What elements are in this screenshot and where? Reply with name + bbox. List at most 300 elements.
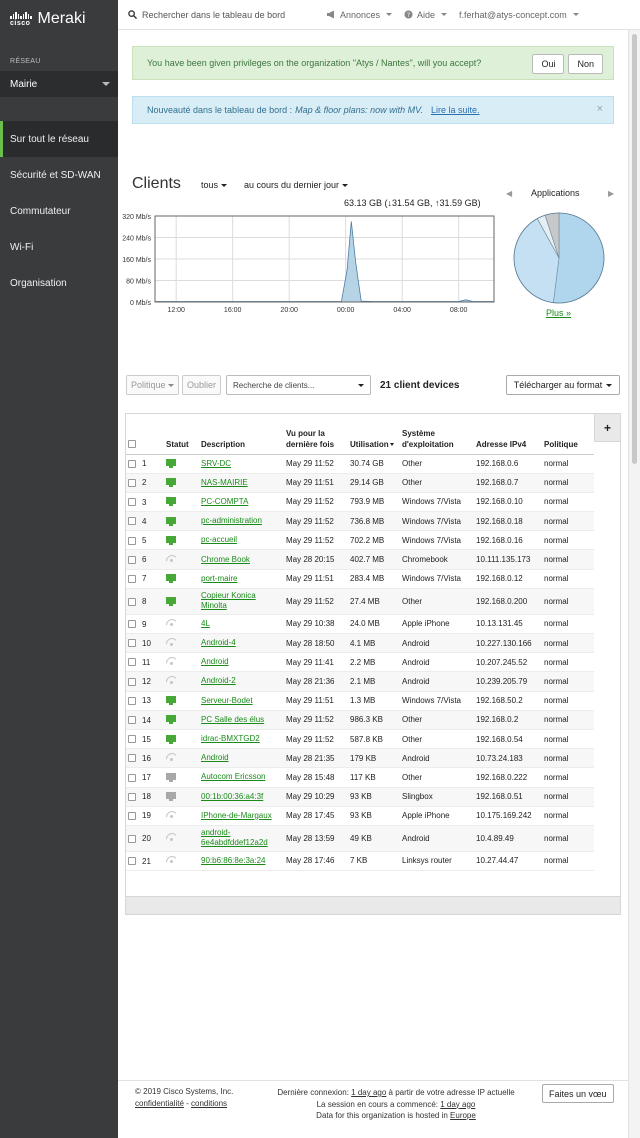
row-select-cell [126, 569, 164, 588]
privacy-link[interactable]: confidentialité [135, 1099, 184, 1108]
row-number: 18 [142, 792, 151, 802]
last-seen-cell: May 29 11:52 [284, 729, 348, 748]
client-link[interactable]: Chrome Book [201, 554, 250, 564]
x-tick-label: 16:00 [223, 307, 242, 314]
clients-table [125, 413, 621, 915]
description-cell [199, 710, 284, 729]
table-row[interactable] [126, 729, 594, 748]
usage-cell: 49 KB [348, 825, 400, 851]
svg-text:?: ? [406, 12, 411, 19]
table-row[interactable] [126, 672, 594, 691]
row-checkbox[interactable] [128, 460, 136, 468]
header-usage[interactable] [348, 414, 400, 454]
last-seen-cell: May 29 11:52 [284, 588, 348, 614]
decline-button[interactable]: Non [568, 54, 603, 74]
table-row[interactable] [126, 851, 594, 870]
row-checkbox[interactable] [128, 498, 136, 506]
os-cell: Apple iPhone [400, 614, 474, 633]
legal-separator: - [183, 1099, 192, 1108]
row-checkbox[interactable] [128, 598, 136, 606]
table-row[interactable] [126, 588, 594, 614]
status-cell [164, 550, 199, 569]
last-seen-cell: May 29 11:51 [284, 691, 348, 710]
policy-cell: normal [542, 787, 594, 806]
row-select-cell [126, 729, 164, 748]
announcements-label: Annonces [340, 9, 381, 20]
wired-online-status-icon [166, 517, 176, 524]
client-link[interactable]: Autocom Ericsson [201, 772, 266, 782]
sidebar-item-switch[interactable]: Commutateur [10, 205, 71, 217]
table-footer [126, 896, 620, 914]
row-checkbox[interactable] [128, 716, 136, 724]
ipv4-cell: 10.27.44.47 [474, 851, 542, 870]
privileges-text: You have been given privileges on the organization "Atys / Nantes", will you accept? [147, 58, 482, 68]
header-ipv4[interactable]: Adresse IPv4 [474, 414, 542, 454]
ipv4-cell: 10.175.169.242 [474, 806, 542, 825]
y-tick-label: 160 Mb/s [122, 257, 151, 264]
page-footer [118, 1080, 628, 1138]
table-row[interactable] [126, 710, 594, 729]
row-select-cell [126, 588, 164, 614]
status-cell [164, 825, 199, 851]
row-select-cell [126, 492, 164, 511]
apps-prev-arrow[interactable]: ◀ [506, 189, 513, 198]
header-policy[interactable]: Politique [542, 414, 594, 454]
ipv4-cell: 192.168.0.51 [474, 787, 542, 806]
status-cell [164, 531, 199, 550]
row-checkbox[interactable] [128, 678, 136, 686]
network-label: RÉSEAU [10, 58, 41, 65]
description-cell [199, 825, 284, 851]
policy-cell: normal [542, 749, 594, 768]
status-cell [164, 710, 199, 729]
policy-cell: normal [542, 710, 594, 729]
client-link[interactable]: port-maire [201, 573, 238, 583]
help-menu[interactable] [404, 10, 447, 20]
sidebar-item-security-sdwan[interactable]: Sécurité et SD-WAN [10, 169, 101, 181]
client-link[interactable]: idrac-BMXTGD2 [201, 734, 260, 744]
wired-online-status-icon [166, 597, 176, 604]
ipv4-cell: 192.168.50.2 [474, 691, 542, 710]
table-row[interactable] [126, 653, 594, 672]
os-cell: Android [400, 653, 474, 672]
wireless-status-icon [166, 676, 176, 684]
header-usage-label: Utilisation [350, 439, 389, 449]
description-cell [199, 672, 284, 691]
close-icon[interactable]: × [596, 103, 603, 115]
last-seen-cell: May 29 11:52 [284, 710, 348, 729]
row-checkbox[interactable] [128, 812, 136, 820]
description-cell [199, 531, 284, 550]
client-scope-value: tous [201, 180, 219, 190]
row-number: 10 [142, 638, 151, 648]
description-cell [199, 473, 284, 492]
row-checkbox[interactable] [128, 857, 136, 865]
policy-cell: normal [542, 550, 594, 569]
megaphone-icon [326, 10, 336, 19]
row-checkbox[interactable] [128, 517, 136, 525]
clients-usage-chart [118, 210, 502, 352]
more-apps-link[interactable]: Plus » [546, 308, 572, 318]
last-seen-cell: May 28 21:36 [284, 672, 348, 691]
client-search-placeholder: Recherche de clients... [233, 380, 315, 390]
row-checkbox[interactable] [128, 835, 136, 843]
status-cell [164, 653, 199, 672]
download-button[interactable] [506, 375, 620, 395]
row-checkbox[interactable] [128, 639, 136, 647]
client-count: 21 client devices [380, 380, 460, 391]
policy-cell: normal [542, 634, 594, 653]
row-number: 20 [142, 834, 151, 844]
brand-logo[interactable] [0, 0, 118, 38]
row-number: 12 [142, 677, 151, 687]
client-link[interactable]: pc-administration [201, 516, 262, 526]
read-more-link[interactable]: Lire la suite. [431, 105, 480, 115]
usage-cell: 283.4 MB [348, 569, 400, 588]
chevron-down-icon [168, 384, 174, 387]
usage-cell: 4.1 MB [348, 634, 400, 653]
table-row[interactable] [126, 691, 594, 710]
ipv4-cell: 192.168.0.16 [474, 531, 542, 550]
usage-cell: 179 KB [348, 749, 400, 768]
policy-cell: normal [542, 473, 594, 492]
table-row[interactable] [126, 787, 594, 806]
ipv4-cell: 192.168.0.2 [474, 710, 542, 729]
sidebar [0, 0, 118, 1138]
client-link[interactable]: Copieur Konica Minolta [201, 591, 256, 611]
wireless-status-icon [166, 856, 176, 864]
row-select-cell [126, 653, 164, 672]
table-row[interactable] [126, 531, 594, 550]
client-link[interactable]: SRV-DC [201, 458, 232, 468]
policy-cell: normal [542, 531, 594, 550]
row-number: 14 [142, 715, 151, 725]
row-checkbox[interactable] [128, 793, 136, 801]
description-cell [199, 492, 284, 511]
time-range-filter[interactable] [244, 180, 348, 190]
status-cell [164, 729, 199, 748]
applications-pie-chart[interactable] [512, 211, 606, 305]
make-a-wish-button[interactable]: Faites un vœu [542, 1084, 614, 1103]
client-link[interactable]: PC-COMPTA [201, 496, 249, 506]
row-number: 13 [142, 696, 151, 706]
description-cell [199, 787, 284, 806]
os-cell: Android [400, 634, 474, 653]
usage-cell: 27.4 MB [348, 588, 400, 614]
x-tick-label: 04:00 [393, 307, 411, 314]
help-label: Aide [417, 9, 436, 20]
chevron-down-icon [342, 184, 348, 187]
sidebar-nav [0, 121, 118, 301]
last-seen-cell: May 28 21:35 [284, 749, 348, 768]
wired-offline-status-icon [166, 773, 176, 780]
wireless-status-icon [166, 657, 176, 665]
description-cell [199, 653, 284, 672]
row-number: 15 [142, 734, 151, 744]
applications-title: Applications [531, 188, 580, 198]
row-select-cell [126, 710, 164, 729]
ipv4-cell: 10.239.205.79 [474, 672, 542, 691]
news-highlight: Map & floor plans: now with MV. [295, 105, 423, 115]
last-login-link[interactable]: 1 day ago [351, 1088, 387, 1097]
usage-cell: 702.2 MB [348, 531, 400, 550]
client-link[interactable]: android-6e4abdfddef12a2d [201, 828, 268, 848]
wired-online-status-icon [166, 497, 176, 504]
usage-cell: 986.3 KB [348, 710, 400, 729]
row-checkbox[interactable] [128, 620, 136, 628]
row-select-cell [126, 851, 164, 870]
dashboard-search[interactable] [118, 10, 314, 20]
usage-cell: 793.9 MB [348, 492, 400, 511]
row-select-cell [126, 512, 164, 531]
apps-next-arrow[interactable]: ▶ [608, 189, 615, 198]
os-cell: Windows 7/Vista [400, 531, 474, 550]
os-cell: Slingbox [400, 787, 474, 806]
network-name: Mairie [10, 78, 38, 90]
client-link[interactable]: 90:b6:86:8e:3a:24 [201, 855, 266, 865]
client-link[interactable]: 00:1b:00:36:a4:3f [201, 791, 264, 801]
row-select-cell [126, 634, 164, 653]
table-header-row [126, 414, 594, 454]
description-cell [199, 749, 284, 768]
last-seen-cell: May 28 17:45 [284, 806, 348, 825]
usage-cell: 736.8 MB [348, 512, 400, 531]
row-checkbox[interactable] [128, 658, 136, 666]
row-number: 17 [142, 773, 151, 783]
y-tick-label: 240 Mb/s [122, 235, 151, 243]
table-row[interactable] [126, 550, 594, 569]
description-cell [199, 634, 284, 653]
client-link[interactable]: Serveur-Bodet [201, 695, 253, 705]
wired-online-status-icon [166, 715, 176, 722]
row-select-cell [126, 672, 164, 691]
last-seen-cell: May 28 13:59 [284, 825, 348, 851]
user-menu[interactable] [459, 10, 579, 20]
os-cell: Other [400, 768, 474, 787]
select-all-header [126, 414, 164, 454]
usage-cell: 29.14 GB [348, 473, 400, 492]
table-row[interactable] [126, 806, 594, 825]
description-cell [199, 851, 284, 870]
status-cell [164, 512, 199, 531]
table-row[interactable] [126, 768, 594, 787]
ipv4-cell: 10.227.130.166 [474, 634, 542, 653]
status-cell [164, 672, 199, 691]
table-row[interactable] [126, 825, 594, 851]
download-label: Télécharger au format [513, 380, 603, 390]
os-cell: Linksys router [400, 851, 474, 870]
usage-cell: 2.2 MB [348, 653, 400, 672]
last-seen-cell: May 28 18:50 [284, 634, 348, 653]
header-description[interactable]: Description [199, 414, 284, 454]
client-link[interactable]: pc-accueil [201, 535, 238, 545]
chevron-down-icon [102, 82, 110, 86]
row-checkbox[interactable] [128, 697, 136, 705]
cisco-logo [10, 12, 32, 27]
policy-cell: normal [542, 588, 594, 614]
last-seen-cell: May 28 20:15 [284, 550, 348, 569]
policy-button[interactable] [126, 375, 179, 395]
time-range-value: au cours du dernier jour [244, 180, 340, 190]
accept-button[interactable]: Oui [532, 54, 564, 74]
ipv4-cell: 192.168.0.200 [474, 588, 542, 614]
os-cell: Other [400, 588, 474, 614]
hosted-region-link[interactable]: Europe [450, 1111, 476, 1120]
client-link[interactable]: Android-2 [201, 676, 236, 686]
client-link[interactable]: 4L [201, 618, 210, 628]
sidebar-item-network-wide[interactable]: Sur tout le réseau [0, 121, 118, 157]
table-row[interactable] [126, 512, 594, 531]
client-link[interactable]: NAS-MAIRIE [201, 477, 248, 487]
table-row[interactable] [126, 473, 594, 492]
wired-online-status-icon [166, 478, 176, 485]
y-tick-label: 0 Mb/s [129, 300, 151, 307]
ipv4-cell: 10.73.24.183 [474, 749, 542, 768]
wireless-status-icon [166, 811, 176, 819]
announcements-menu[interactable] [326, 10, 392, 20]
ipv4-cell: 192.168.0.10 [474, 492, 542, 511]
ipv4-cell: 192.168.0.54 [474, 729, 542, 748]
table-row[interactable] [126, 614, 594, 633]
client-link[interactable]: Android [201, 753, 229, 763]
row-checkbox[interactable] [128, 537, 136, 545]
row-checkbox[interactable] [128, 754, 136, 762]
privileges-alert [132, 46, 614, 80]
scrollbar-thumb[interactable] [632, 34, 637, 464]
usage-summary: 63.13 GB (↓31.54 GB, ↑31.59 GB) [344, 198, 481, 208]
sidebar-item-organization[interactable]: Organisation [10, 277, 67, 289]
ipv4-cell: 10.13.131.45 [474, 614, 542, 633]
row-select-cell [126, 531, 164, 550]
x-tick-label: 00:00 [336, 307, 355, 314]
header-last-seen[interactable]: Vu pour la dernière fois [284, 414, 348, 454]
os-cell: Windows 7/Vista [400, 569, 474, 588]
client-link[interactable]: Android [201, 657, 229, 667]
row-checkbox[interactable] [128, 575, 136, 583]
ipv4-cell: 192.168.0.12 [474, 569, 542, 588]
news-prefix: Nouveauté dans le tableau de bord : [147, 105, 293, 115]
table-row[interactable] [126, 634, 594, 653]
usage-cell: 1.3 MB [348, 691, 400, 710]
row-checkbox[interactable] [128, 479, 136, 487]
status-cell [164, 691, 199, 710]
policy-cell: normal [542, 653, 594, 672]
row-select-cell [126, 768, 164, 787]
page-scrollbar[interactable] [628, 30, 640, 1138]
description-cell [199, 729, 284, 748]
policy-cell: normal [542, 806, 594, 825]
wired-offline-status-icon [166, 792, 176, 799]
policy-cell: normal [542, 729, 594, 748]
session-link[interactable]: 1 day ago [440, 1099, 476, 1109]
status-cell [164, 634, 199, 653]
description-cell [199, 512, 284, 531]
last-seen-cell: May 28 17:46 [284, 851, 348, 870]
usage-cell: 402.7 MB [348, 550, 400, 569]
terms-link[interactable]: conditions [191, 1099, 228, 1108]
table-row[interactable] [126, 492, 594, 511]
row-number: 19 [142, 811, 151, 821]
client-link[interactable]: PC Salle des élus [201, 714, 265, 724]
network-selector[interactable] [0, 71, 118, 97]
row-number: 21 [142, 856, 151, 866]
row-checkbox[interactable] [128, 774, 136, 782]
row-number: 7 [142, 574, 147, 584]
wireless-status-icon [166, 555, 176, 563]
chevron-down-icon [573, 13, 579, 16]
header-os[interactable]: Système d'exploitation [400, 414, 474, 454]
select-all-checkbox[interactable] [128, 440, 136, 448]
client-search-input[interactable] [226, 375, 371, 395]
chevron-down-icon [386, 13, 392, 16]
policy-cell: normal [542, 768, 594, 787]
last-seen-cell: May 28 15:48 [284, 768, 348, 787]
usage-area-series [155, 221, 494, 302]
row-checkbox[interactable] [128, 556, 136, 564]
wireless-status-icon [166, 833, 176, 841]
row-select-cell [126, 787, 164, 806]
os-cell: Android [400, 825, 474, 851]
last-seen-cell: May 29 11:52 [284, 531, 348, 550]
last-login-suffix: à partir de votre adresse IP actuelle [386, 1088, 515, 1097]
sidebar-item-wifi[interactable]: Wi-Fi [10, 241, 34, 253]
header-status[interactable]: Statut [164, 414, 199, 454]
usage-cell: 30.74 GB [348, 454, 400, 473]
wireless-status-icon [166, 753, 176, 761]
policy-cell: normal [542, 825, 594, 851]
wired-online-status-icon [166, 459, 176, 466]
status-cell [164, 787, 199, 806]
row-select-cell [126, 454, 164, 473]
description-cell [199, 454, 284, 473]
wired-online-status-icon [166, 536, 176, 543]
client-link[interactable]: IPhone-de-Margaux [201, 810, 272, 820]
policy-label: Politique [131, 380, 166, 390]
status-cell [164, 768, 199, 787]
policy-cell: normal [542, 512, 594, 531]
pie-slice-0[interactable] [553, 213, 604, 303]
user-email: f.ferhat@atys-concept.com [459, 9, 567, 20]
row-number: 8 [142, 597, 147, 606]
y-tick-label: 80 Mb/s [126, 278, 151, 286]
status-cell [164, 749, 199, 768]
row-number: 1 [142, 459, 147, 469]
row-number: 11 [142, 657, 151, 667]
row-select-cell [126, 825, 164, 851]
table-row[interactable] [126, 454, 594, 473]
status-cell [164, 454, 199, 473]
os-cell: Chromebook [400, 550, 474, 569]
add-column-button[interactable]: + [594, 414, 620, 442]
os-cell: Apple iPhone [400, 806, 474, 825]
cisco-wordmark: cisco [10, 19, 31, 27]
status-cell [164, 569, 199, 588]
description-cell [199, 569, 284, 588]
table-row[interactable] [126, 749, 594, 768]
row-select-cell [126, 614, 164, 633]
last-seen-cell: May 29 11:41 [284, 653, 348, 672]
table-row[interactable] [126, 569, 594, 588]
forget-button[interactable]: Oublier [182, 375, 221, 395]
client-scope-filter[interactable] [201, 180, 227, 190]
x-tick-label: 08:00 [449, 307, 468, 314]
y-tick-label: 320 Mb/s [122, 214, 151, 221]
copyright: © 2019 Cisco Systems, Inc. [135, 1087, 234, 1096]
wireless-status-icon [166, 638, 176, 646]
row-checkbox[interactable] [128, 735, 136, 743]
row-select-cell [126, 806, 164, 825]
client-link[interactable]: Android-4 [201, 638, 236, 648]
